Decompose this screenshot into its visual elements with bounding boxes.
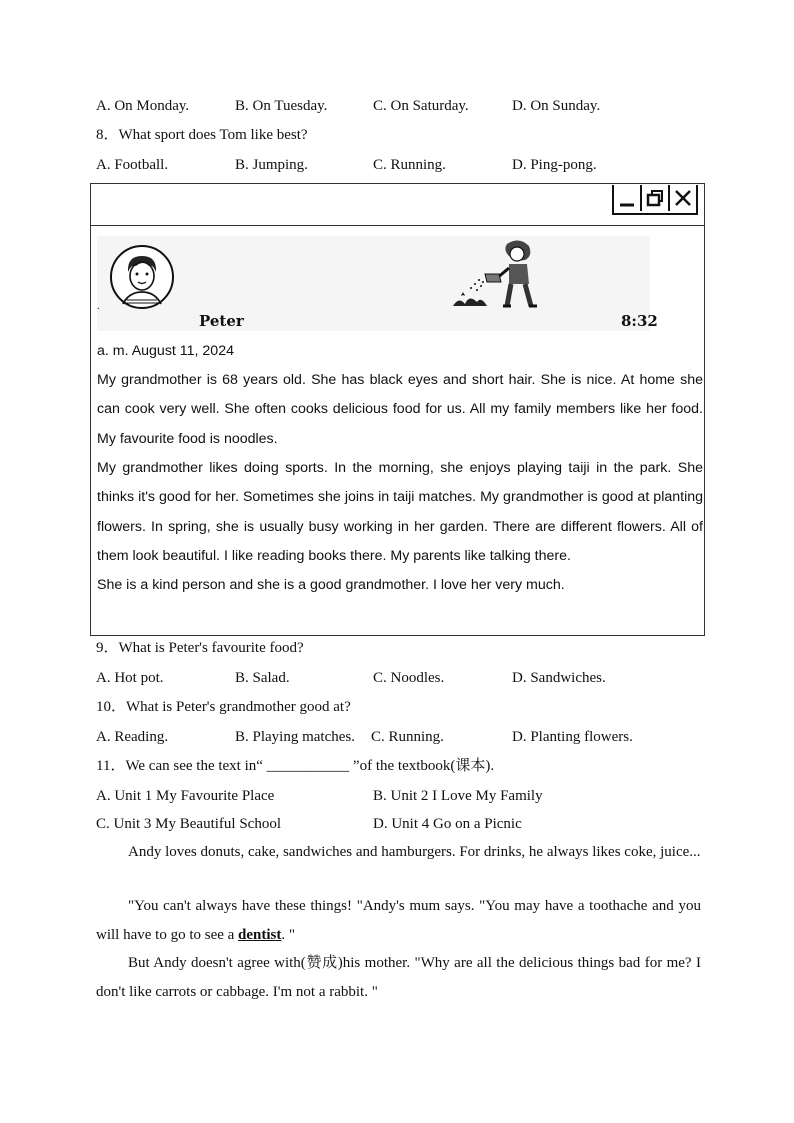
diary-paragraph-3: She is a kind person and she is a good grandmother. I love her very much. [97, 577, 565, 593]
q11-option-b[interactable]: B. Unit 2 I Love My Family [373, 788, 543, 804]
q11-option-d[interactable]: D. Unit 4 Go on a Picnic [373, 816, 522, 832]
restore-icon[interactable] [640, 185, 668, 211]
q9-option-a[interactable]: A. Hot pot. [96, 670, 164, 686]
gardening-grandmother-illustration [449, 238, 549, 315]
q7-option-b[interactable]: B. On Tuesday. [235, 98, 328, 114]
diary-time: 8:32 [621, 312, 658, 330]
q7-option-c[interactable]: C. On Saturday. [373, 98, 469, 114]
window-titlebar [91, 184, 704, 226]
q10-question: 10．What is Peter's grandmother good at? [96, 699, 351, 715]
passage-p2-before: "You can't always have these things! "Andy's mum says. "You may have a toothache and you will have to go to see a [96, 898, 701, 943]
passage-paragraph-1: Andy loves donuts, cake, sandwiches and hamburgers. For drinks, he always likes coke, juice... [128, 844, 701, 860]
diary-paragraph-2: My grandmother likes doing sports. In the morning, she enjoys playing taiji in the park. She thinks it's good for her. Sometimes she joins in taiji matches. My grandmother is good at planting flowers. In spring, she is usually busy working in her garden. There are different flowers. All of them look beautiful. I like reading books there. My parents like talking there. [97, 460, 703, 564]
minimize-icon[interactable] [614, 185, 640, 211]
q8-option-b[interactable]: B. Jumping. [235, 157, 308, 173]
diary-author-name: Peter [199, 312, 244, 330]
q9-option-c[interactable]: C. Noodles. [373, 670, 445, 686]
q11-question: 11．We can see the text in“ ___________ ”of the textbook(课本). [96, 758, 495, 774]
q9-question: 9．What is Peter's favourite food? [96, 640, 304, 656]
q8-option-d[interactable]: D. Ping-pong. [512, 157, 597, 173]
peter-avatar [109, 244, 175, 315]
diary-header-banner [97, 236, 650, 331]
q8-question: 8．What sport does Tom like best? [96, 127, 308, 143]
q8-option-c[interactable]: C. Running. [373, 157, 446, 173]
dentist-word: dentist [238, 926, 282, 943]
q10-option-d[interactable]: D. Planting flowers. [512, 729, 633, 745]
diary-window [90, 183, 705, 636]
q7-option-d[interactable]: D. On Sunday. [512, 98, 601, 114]
q11-option-c[interactable]: C. Unit 3 My Beautiful School [96, 816, 281, 832]
close-icon[interactable] [668, 185, 696, 211]
passage-paragraph-3: But Andy doesn't agree with(赞成)his mother. "Why are all the delicious things bad for me? I don't like carrots or cabbage. I'm not a rabbit. " [96, 955, 701, 1000]
q11-option-a[interactable]: A. Unit 1 My Favourite Place [96, 788, 275, 804]
q10-option-b[interactable]: B. Playing matches. [235, 729, 355, 745]
q9-option-b[interactable]: B. Salad. [235, 670, 290, 686]
window-controls [612, 185, 698, 215]
diary-paragraph-1: My grandmother is 68 years old. She has black eyes and short hair. She is nice. At home she can cook very well. She often cooks delicious food for us. All my family members like her food. My favourite food is noodles. [97, 372, 703, 447]
dot-mark: . [97, 301, 100, 312]
passage-paragraph-2 [96, 892, 701, 949]
passage-p2-after: . " [281, 926, 296, 943]
q7-option-a[interactable]: A. On Monday. [96, 98, 190, 114]
q10-option-c[interactable]: C. Running. [371, 729, 444, 745]
q9-option-d[interactable]: D. Sandwiches. [512, 670, 606, 686]
diary-date: a. m. August 11, 2024 [97, 343, 234, 359]
q8-option-a[interactable]: A. Football. [96, 157, 169, 173]
q10-option-a[interactable]: A. Reading. [96, 729, 169, 745]
